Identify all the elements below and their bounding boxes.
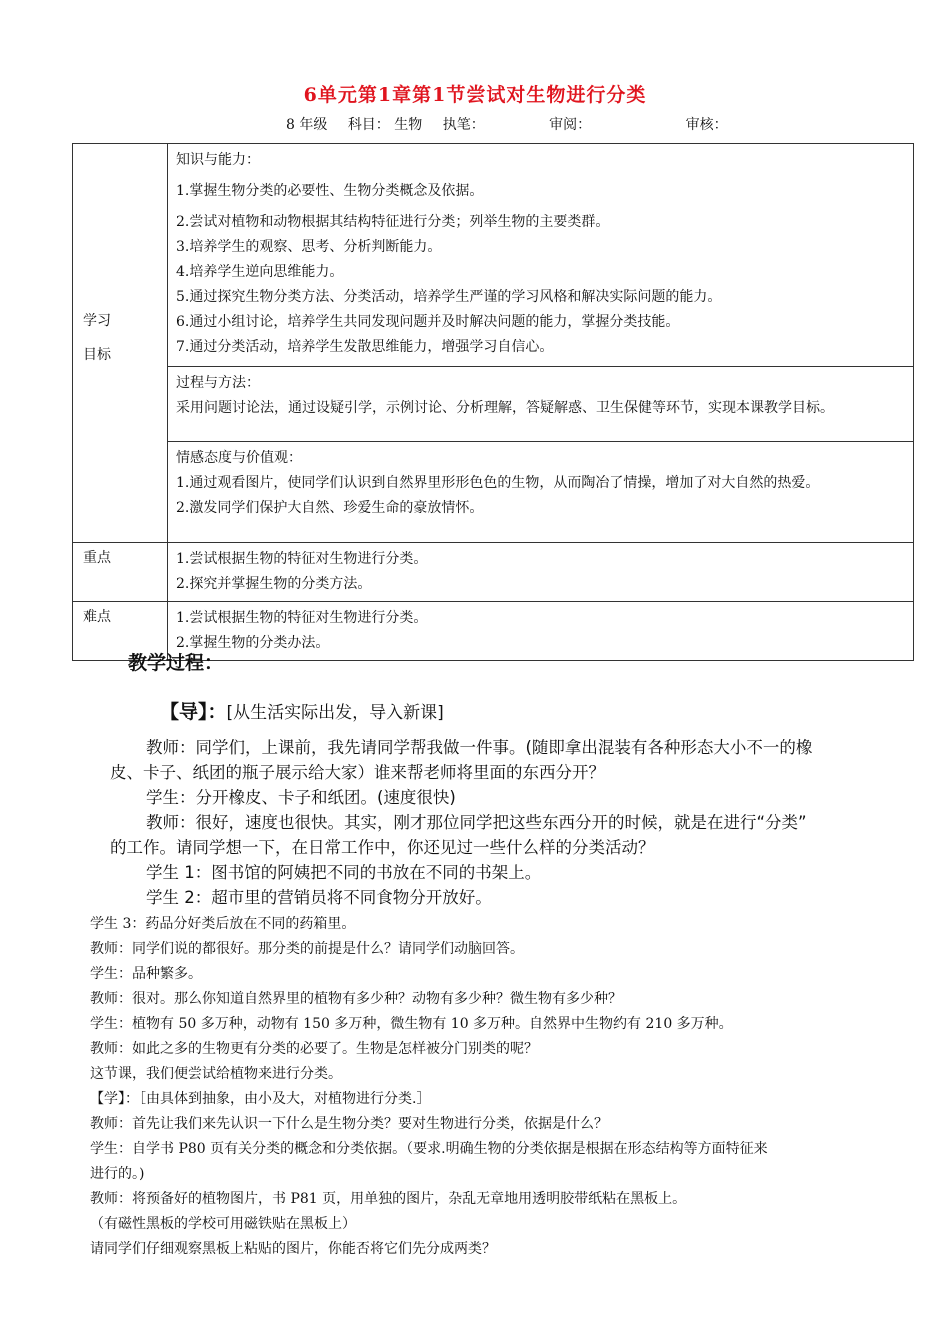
key-points-label-cell — [73, 543, 168, 602]
objectives-table — [72, 143, 914, 661]
emotion-item: 2.激发同学们保护大自然、珍爱生命的豪放情怀。 — [176, 499, 484, 516]
difficult-point-item: 2.掌握生物的分类办法。 — [176, 635, 330, 651]
dialogue-line: 【学】：［由具体到抽象，由小及大，对植物进行分类.］ — [90, 1091, 431, 1107]
dialogue-line: 进行的。) — [90, 1166, 145, 1182]
key-points-label: 重点 — [83, 550, 111, 566]
knowledge-item: 4.培养学生逆向思维能力。 — [176, 264, 344, 280]
dialogue-line: 教师：同学们说的都很好。那分类的前提是什么？请同学们动脑回答。 — [90, 941, 524, 957]
dialogue-line: 学生 3：药品分好类后放在不同的药箱里。 — [90, 916, 356, 932]
meta-review: 审阅： — [549, 117, 592, 133]
meta-approve: 审核： — [685, 117, 728, 133]
meta-author: 执笔： — [442, 117, 485, 133]
meta-subject: 科目： 生物 — [347, 117, 423, 133]
dialogue-line: （有磁性黑板的学校可用磁铁贴在黑板上） — [90, 1216, 356, 1232]
meta-grade: 8 年级 — [286, 117, 328, 133]
dialogue-line: 教师：同学们，上课前，我先请同学帮我做一件事。(随即拿出混装有各种形态大小不一的橡 — [146, 738, 813, 757]
process-method-text: 采用问题讨论法，通过设疑引学，示例讨论、分析理解，答疑解惑、卫生保健等环节，实现本课教学目标。 — [176, 399, 834, 416]
dialogue-line: 学生 1：图书馆的阿姨把不同的书放在不同的书架上。 — [146, 863, 542, 882]
key-point-item: 2.探究并掌握生物的分类方法。 — [176, 576, 372, 592]
key-points-cell — [168, 543, 914, 602]
emotion-heading: 情感态度与价值观： — [176, 449, 302, 466]
dialogue-large — [110, 735, 930, 910]
knowledge-item: 5.通过探究生物分类方法、分类活动，培养学生严谨的学习风格和解决实际问题的能力。 — [176, 289, 722, 305]
dialogue-line: 教师：很好，速度也很快。其实，刚才那位同学把这些东西分开的时候，就是在进行“分类” — [146, 813, 807, 832]
process-title: 教学过程： — [128, 652, 224, 674]
dialogue-line: 学生 2：超市里的营销员将不同食物分开放好。 — [146, 888, 492, 907]
dialogue-line: 学生：自学书 P80 页有关分类的概念和分类依据。（要求.明确生物的分类依据是根据在形态结构等方面特征来 — [90, 1141, 768, 1157]
dialogue-line: 教师：很对。那么你知道自然界里的植物有多少种？动物有多少种？微生物有多少种？ — [90, 991, 622, 1007]
knowledge-item: 1.掌握生物分类的必要性、生物分类概念及依据。 — [176, 183, 484, 199]
dialogue-line: 这节课，我们便尝试给植物来进行分类。 — [90, 1066, 342, 1082]
document-title: 6单元第1章第1节尝试对生物进行分类 — [303, 84, 647, 106]
dialogue-line: 的工作。请同学想一下，在日常工作中，你还见过一些什么样的分类活动？ — [110, 838, 655, 857]
knowledge-cell — [168, 144, 914, 367]
dialogue-line: 教师：将预备好的植物图片，书 P81 页，用单独的图片，杂乱无章地用透明胶带纸粘在黑板上。 — [90, 1191, 687, 1207]
key-point-item: 1.尝试根据生物的特征对生物进行分类。 — [176, 551, 428, 567]
dialogue-line: 教师：如此之多的生物更有分类的必要了。生物是怎样被分门别类的呢？ — [90, 1041, 538, 1057]
objectives-label-cell — [73, 144, 168, 543]
emotion-cell — [168, 441, 914, 542]
knowledge-item: 6.通过小组讨论，培养学生共同发现问题并及时解决问题的能力，掌握分类技能。 — [176, 314, 680, 330]
process-method-cell — [168, 366, 914, 441]
knowledge-item: 7.通过分类活动，培养学生发散思维能力，增强学习自信心。 — [176, 339, 554, 355]
dialogue-line: 教师：首先让我们来先认识一下什么是生物分类？要对生物进行分类，依据是什么？ — [90, 1116, 608, 1132]
knowledge-item: 2.尝试对植物和动物根据其结构特征进行分类；列举生物的主要类群。 — [176, 214, 610, 230]
knowledge-item: 3.培养学生的观察、思考、分析判断能力。 — [176, 239, 442, 255]
difficult-points-label: 难点 — [83, 609, 111, 625]
objectives-label-1: 学习 — [83, 313, 111, 329]
dialogue-line: 学生：分开橡皮、卡子和纸团。(速度很快) — [146, 788, 456, 807]
dialogue-line: 学生：植物有 50 多万种，动物有 150 多万种，微生物有 10 多万种。自然界中生物约有 210 多万种。 — [90, 1016, 733, 1032]
dao-heading — [160, 697, 444, 724]
dialogue-line: 学生：品种繁多。 — [90, 966, 202, 982]
dao-tag: 【导】： — [160, 701, 227, 723]
difficult-points-cell — [168, 602, 914, 661]
knowledge-heading: 知识与能力： — [176, 152, 260, 168]
emotion-item: 1.通过观看图片，使同学们认识到自然界里形形色色的生物，从而陶冶了情操，增加了对大自然的热爱。 — [176, 474, 820, 491]
dialogue-small — [90, 912, 920, 1262]
objectives-label-2: 目标 — [83, 347, 111, 363]
dialogue-line: 请同学们仔细观察黑板上粘贴的图片，你能否将它们先分成两类？ — [90, 1241, 496, 1257]
dialogue-line: 皮、卡子、纸团的瓶子展示给大家）谁来帮老师将里面的东西分开？ — [110, 763, 605, 782]
meta-line — [286, 114, 744, 134]
difficult-point-item: 1.尝试根据生物的特征对生物进行分类。 — [176, 610, 428, 626]
dao-text: [从生活实际出发，导入新课] — [226, 703, 444, 723]
process-method-heading: 过程与方法： — [176, 374, 260, 391]
